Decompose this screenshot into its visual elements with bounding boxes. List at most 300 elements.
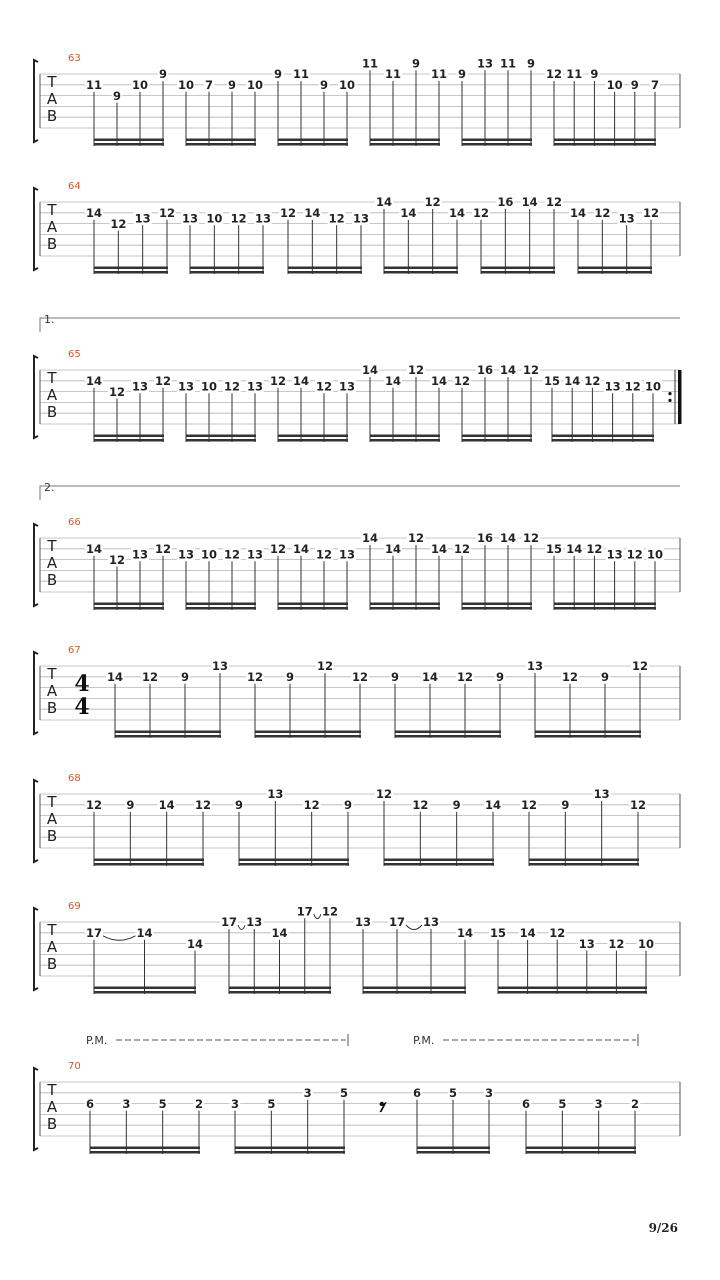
system-bracket [34, 524, 38, 606]
fret-number: 15 [545, 542, 563, 556]
fret-number: 13 [211, 659, 229, 674]
beam-secondary [229, 987, 331, 990]
fret-number: 12 [223, 379, 241, 394]
fret-number: 10 [644, 379, 662, 394]
fret-number: 12 [321, 904, 339, 919]
beam-group [361, 56, 448, 146]
tab-system [34, 773, 680, 866]
fret-number: 12 [520, 798, 538, 812]
fret-number: 14 [448, 206, 466, 220]
fret-number: 14 [361, 531, 379, 546]
beam-primary [462, 143, 532, 146]
tab-clef-letter: A [46, 1098, 58, 1116]
tab-clef-letter: T [47, 73, 57, 91]
fret-number: 14 [384, 374, 402, 388]
fret-number: 13 [606, 547, 623, 562]
beam-secondary [115, 731, 221, 734]
tab-clef-letter: B [46, 571, 58, 589]
fret-number: 9 [452, 798, 461, 812]
fret-number: 9 [319, 78, 329, 92]
fret-number: 13 [593, 787, 610, 802]
fret-number: 13 [476, 56, 494, 71]
beam-primary [554, 143, 656, 146]
fret-number: 15 [543, 374, 561, 388]
fret-number: 10 [200, 547, 218, 562]
fret-number: 12 [549, 926, 566, 940]
fret-number: 5 [267, 1096, 276, 1111]
fret-number: 13 [131, 547, 149, 562]
tab-clef-letter: A [46, 554, 58, 572]
beam-group [390, 670, 506, 738]
fret-number: 14 [484, 798, 502, 812]
fret-number: 13 [254, 211, 272, 226]
fret-number: 16 [476, 531, 494, 546]
beam-secondary [94, 267, 168, 270]
fret-number: 12 [545, 195, 563, 210]
fret-number: 14 [519, 926, 536, 940]
fret-number: 14 [564, 374, 581, 388]
fret-number: 3 [122, 1096, 131, 1111]
beam-secondary [578, 267, 652, 270]
fret-number: 12 [629, 798, 647, 812]
beam-primary [94, 991, 196, 994]
measure-number: 68 [68, 773, 81, 784]
fret-number: 6 [521, 1096, 531, 1111]
fret-number: 13 [177, 547, 195, 562]
beam-primary [239, 863, 349, 866]
beam-group [269, 374, 356, 442]
beam-primary [190, 271, 264, 274]
fret-number: 11 [499, 56, 517, 71]
beam-primary [370, 143, 440, 146]
fret-number: 12 [642, 206, 660, 220]
beam-secondary [278, 603, 348, 606]
fret-number: 12 [631, 659, 649, 674]
fret-number: 13 [267, 787, 284, 802]
fret-number: 14 [430, 542, 448, 556]
beam-primary [462, 439, 532, 442]
beam-secondary [363, 987, 466, 990]
fret-number: 10 [200, 379, 218, 394]
fret-number: 12 [154, 374, 172, 388]
beam-secondary [554, 603, 656, 606]
tab-clef-letter: T [47, 369, 57, 387]
beam-secondary [395, 731, 501, 734]
fret-number: 11 [292, 67, 310, 82]
tab-clef-letter: A [46, 682, 58, 700]
measure-number: 63 [68, 53, 81, 64]
fret-number: 5 [158, 1096, 167, 1111]
palm-mute-label: P.M. [413, 1034, 435, 1047]
tab-system [34, 901, 680, 994]
fret-number: 12 [328, 211, 345, 226]
fret-number: 9 [343, 798, 353, 812]
beam-secondary [186, 435, 256, 438]
fret-number: 9 [495, 670, 505, 684]
beam-secondary [370, 139, 440, 142]
beam-primary [535, 735, 641, 738]
beam-primary [417, 1151, 490, 1154]
time-signature-bottom: 4 [74, 694, 90, 720]
beam-group [569, 206, 660, 274]
beam-primary [186, 143, 256, 146]
fret-number: 12 [223, 547, 241, 562]
beam-group [489, 926, 655, 994]
tab-clef-letter: B [46, 403, 58, 421]
repeat-dot [668, 392, 671, 395]
fret-number: 12 [584, 374, 601, 388]
fret-number: 13 [618, 211, 635, 226]
repeat-thick-barline [678, 370, 682, 424]
fret-number: 12 [315, 379, 333, 394]
beam-secondary [186, 139, 256, 142]
tab-system [34, 1034, 680, 1154]
beam-group [177, 547, 264, 610]
fret-number: 9 [285, 670, 295, 684]
fret-number: 5 [448, 1086, 458, 1100]
fret-number: 3 [484, 1086, 494, 1100]
measure-number: 65 [68, 349, 81, 360]
fret-number: 14 [384, 542, 402, 556]
beam-secondary [370, 435, 440, 438]
fret-number: 12 [351, 670, 369, 684]
fret-number: 13 [338, 379, 356, 394]
beam-primary [552, 439, 654, 442]
fret-number: 14 [106, 670, 124, 684]
tab-clef-letter: T [47, 665, 57, 683]
beam-secondary [190, 267, 264, 270]
beam-secondary [526, 1147, 636, 1150]
fret-number: 14 [569, 206, 587, 220]
beam-secondary [94, 603, 164, 606]
beam-secondary [186, 603, 256, 606]
fret-number: 9 [526, 56, 536, 71]
beam-primary [94, 863, 204, 866]
beam-primary [94, 271, 168, 274]
tie-arc [238, 925, 245, 930]
fret-number: 16 [497, 195, 514, 210]
beam-secondary [94, 859, 204, 862]
tab-system [34, 645, 680, 738]
fret-number: 14 [375, 195, 393, 210]
tab-clef-letter: B [46, 235, 58, 253]
fret-number: 12 [194, 798, 212, 812]
fret-number: 12 [561, 670, 579, 684]
beam-primary [529, 863, 639, 866]
beam-primary [235, 1151, 345, 1154]
measure-number: 67 [68, 645, 81, 656]
tab-system [34, 481, 680, 610]
volta-label: 1. [44, 313, 55, 326]
beam-secondary [462, 603, 532, 606]
fret-number: 14 [456, 926, 474, 940]
fret-number: 12 [141, 670, 159, 684]
beam-secondary [278, 139, 348, 142]
beam-group [230, 1086, 350, 1154]
fret-number: 12 [108, 384, 126, 399]
fret-number: 10 [646, 547, 664, 562]
fret-number: 14 [361, 363, 379, 378]
fret-number: 9 [600, 670, 610, 684]
fret-number: 14 [292, 542, 310, 556]
beam-primary [363, 991, 466, 994]
fret-number: 12 [586, 542, 603, 556]
fret-number: 12 [407, 531, 425, 546]
fret-number: 11 [566, 67, 583, 82]
beam-primary [278, 439, 348, 442]
fret-number: 9 [158, 67, 168, 82]
fret-number: 12 [522, 363, 540, 378]
tab-clef-letter: A [46, 90, 58, 108]
beam-primary [554, 607, 656, 610]
beam-group [412, 1086, 495, 1154]
beam-primary [384, 863, 494, 866]
beam-secondary [552, 435, 654, 438]
fret-number: 11 [384, 67, 402, 82]
beam-primary [288, 271, 362, 274]
beam-primary [384, 271, 458, 274]
fret-number: 9 [390, 670, 400, 684]
beam-group [85, 374, 172, 442]
fret-number: 12 [269, 542, 287, 556]
fret-number: 14 [400, 206, 417, 220]
beam-group [457, 56, 537, 146]
fret-number: 6 [412, 1086, 422, 1100]
system-bracket [34, 188, 38, 270]
tab-clef-letter: B [46, 107, 58, 125]
beam-group [279, 206, 370, 274]
tab-clef-letter: T [47, 537, 57, 555]
fret-number: 6 [85, 1096, 95, 1111]
beam-primary [94, 143, 164, 146]
fret-number: 12 [407, 363, 425, 378]
fret-number: 9 [227, 78, 237, 92]
fret-number: 14 [566, 542, 583, 556]
fret-number: 10 [338, 78, 356, 92]
beam-group [269, 542, 356, 610]
fret-number: 12 [472, 206, 490, 220]
tab-clef-letter: A [46, 938, 58, 956]
beam-primary [94, 607, 164, 610]
beam-primary [370, 439, 440, 442]
system-bracket [34, 652, 38, 734]
beam-group [177, 78, 264, 146]
beam-group [220, 904, 339, 994]
fret-number: 14 [85, 374, 103, 388]
tie-arc [406, 925, 422, 930]
tab-system [34, 53, 680, 146]
beam-primary [186, 439, 256, 442]
beam-group [181, 211, 272, 274]
fret-number: 13 [181, 211, 199, 226]
fret-number: 13 [246, 915, 263, 930]
beam-primary [395, 735, 501, 738]
measure-number: 64 [68, 181, 81, 192]
tab-system [34, 181, 680, 274]
fret-number: 9 [112, 88, 122, 103]
fret-number: 13 [177, 379, 195, 394]
fret-number: 12 [626, 547, 643, 562]
tab-clef-letter: B [46, 1115, 58, 1133]
fret-number: 9 [561, 798, 570, 812]
fret-number: 13 [422, 915, 440, 930]
beam-primary [94, 439, 164, 442]
fret-number: 10 [637, 936, 655, 951]
fret-number: 13 [338, 547, 356, 562]
fret-number: 14 [136, 926, 153, 940]
beam-secondary [481, 267, 555, 270]
fret-number: 12 [424, 195, 441, 210]
volta-bracket [40, 318, 680, 332]
fret-number: 12 [453, 542, 471, 556]
beam-secondary [417, 1147, 490, 1150]
beam-group [85, 206, 176, 274]
beam-secondary [94, 987, 196, 990]
tie-arc [314, 914, 321, 919]
fret-number: 14 [271, 926, 288, 940]
fret-number: 12 [269, 374, 287, 388]
tab-system [34, 313, 682, 442]
beam-secondary [255, 731, 361, 734]
fret-number: 12 [545, 67, 563, 82]
beam-group [177, 379, 264, 442]
fret-number: 5 [339, 1086, 349, 1100]
fret-number: 11 [430, 67, 448, 82]
tab-clef-letter: T [47, 921, 57, 939]
beam-secondary [529, 859, 639, 862]
beam-secondary [288, 267, 362, 270]
fret-number: 13 [352, 211, 370, 226]
fret-number: 14 [292, 374, 310, 388]
fret-number: 9 [273, 67, 283, 82]
fret-number: 14 [304, 206, 321, 220]
fret-number: 13 [131, 379, 149, 394]
fret-number: 14 [421, 670, 439, 684]
fret-number: 12 [453, 374, 471, 388]
palm-mute-label: P.M. [86, 1034, 108, 1047]
beam-primary [370, 607, 440, 610]
beam-group [85, 542, 172, 610]
beam-secondary [94, 139, 164, 142]
beam-primary [278, 143, 348, 146]
fret-number: 9 [457, 67, 467, 82]
fret-number: 9 [411, 56, 421, 71]
beam-primary [255, 735, 361, 738]
beam-secondary [370, 603, 440, 606]
fret-number: 14 [521, 195, 538, 210]
tab-clef-letter: T [47, 201, 57, 219]
volta-label: 2. [44, 481, 55, 494]
fret-number: 17 [296, 904, 313, 919]
fret-number: 14 [186, 936, 204, 951]
beam-secondary [462, 139, 532, 142]
beam-group [85, 798, 212, 866]
fret-number: 9 [630, 78, 639, 92]
time-signature-top: 4 [74, 671, 90, 697]
fret-number: 12 [522, 531, 540, 546]
beam-primary [526, 1151, 636, 1154]
fret-number: 17 [220, 915, 238, 930]
fret-number: 9 [590, 67, 599, 82]
beam-secondary [554, 139, 656, 142]
measure-number: 70 [68, 1061, 81, 1072]
tab-clef-letter: A [46, 810, 58, 828]
beam-secondary [535, 731, 641, 734]
fret-number: 14 [85, 542, 103, 556]
fret-number: 10 [606, 78, 623, 92]
beam-group [545, 542, 664, 610]
fret-number: 9 [180, 670, 190, 684]
beam-primary [115, 735, 221, 738]
fret-number: 12 [316, 659, 334, 674]
fret-number: 12 [108, 552, 126, 567]
tab-clef-letter: B [46, 699, 58, 717]
fret-number: 17 [85, 926, 103, 940]
fret-number: 14 [499, 531, 517, 546]
beam-secondary [90, 1147, 200, 1150]
fret-number: 2 [630, 1096, 640, 1111]
repeat-dot [668, 399, 671, 402]
beam-secondary [384, 267, 458, 270]
system-bracket [34, 60, 38, 142]
beam-primary [90, 1151, 200, 1154]
system-bracket [34, 908, 38, 990]
fret-number: 12 [315, 547, 333, 562]
beam-secondary [498, 987, 647, 990]
fret-number: 13 [604, 379, 621, 394]
fret-number: 14 [158, 798, 175, 812]
beam-group [543, 374, 662, 442]
fret-number: 13 [578, 936, 595, 951]
fret-number: 2 [194, 1096, 204, 1111]
fret-number: 7 [204, 78, 214, 92]
fret-number: 12 [110, 216, 127, 231]
beam-primary [462, 607, 532, 610]
fret-number: 12 [375, 787, 393, 802]
beam-secondary [384, 859, 494, 862]
fret-number: 12 [158, 206, 176, 220]
beam-primary [186, 607, 256, 610]
fret-number: 11 [85, 78, 103, 92]
fret-number: 10 [131, 78, 149, 92]
measure-number: 69 [68, 901, 81, 912]
fret-number: 12 [412, 798, 429, 812]
fret-number: 12 [303, 798, 320, 812]
eighth-rest: 𝄾 [376, 1093, 384, 1123]
page-number: 9/26 [648, 1221, 678, 1235]
fret-number: 12 [624, 379, 641, 394]
volta-bracket [40, 486, 680, 500]
fret-number: 16 [476, 363, 494, 378]
fret-number: 12 [456, 670, 474, 684]
fret-number: 10 [246, 78, 264, 92]
beam-secondary [239, 859, 349, 862]
beam-secondary [278, 435, 348, 438]
fret-number: 12 [594, 206, 611, 220]
fret-number: 13 [134, 211, 151, 226]
fret-number: 14 [499, 363, 517, 378]
tab-clef-letter: A [46, 218, 58, 236]
fret-number: 12 [230, 211, 247, 226]
tab-clef-letter: A [46, 386, 58, 404]
tie-arc [103, 936, 136, 941]
beam-primary [229, 991, 331, 994]
fret-number: 12 [154, 542, 172, 556]
beam-primary [278, 607, 348, 610]
fret-number: 13 [354, 915, 372, 930]
fret-number: 14 [85, 206, 103, 220]
fret-number: 12 [279, 206, 297, 220]
